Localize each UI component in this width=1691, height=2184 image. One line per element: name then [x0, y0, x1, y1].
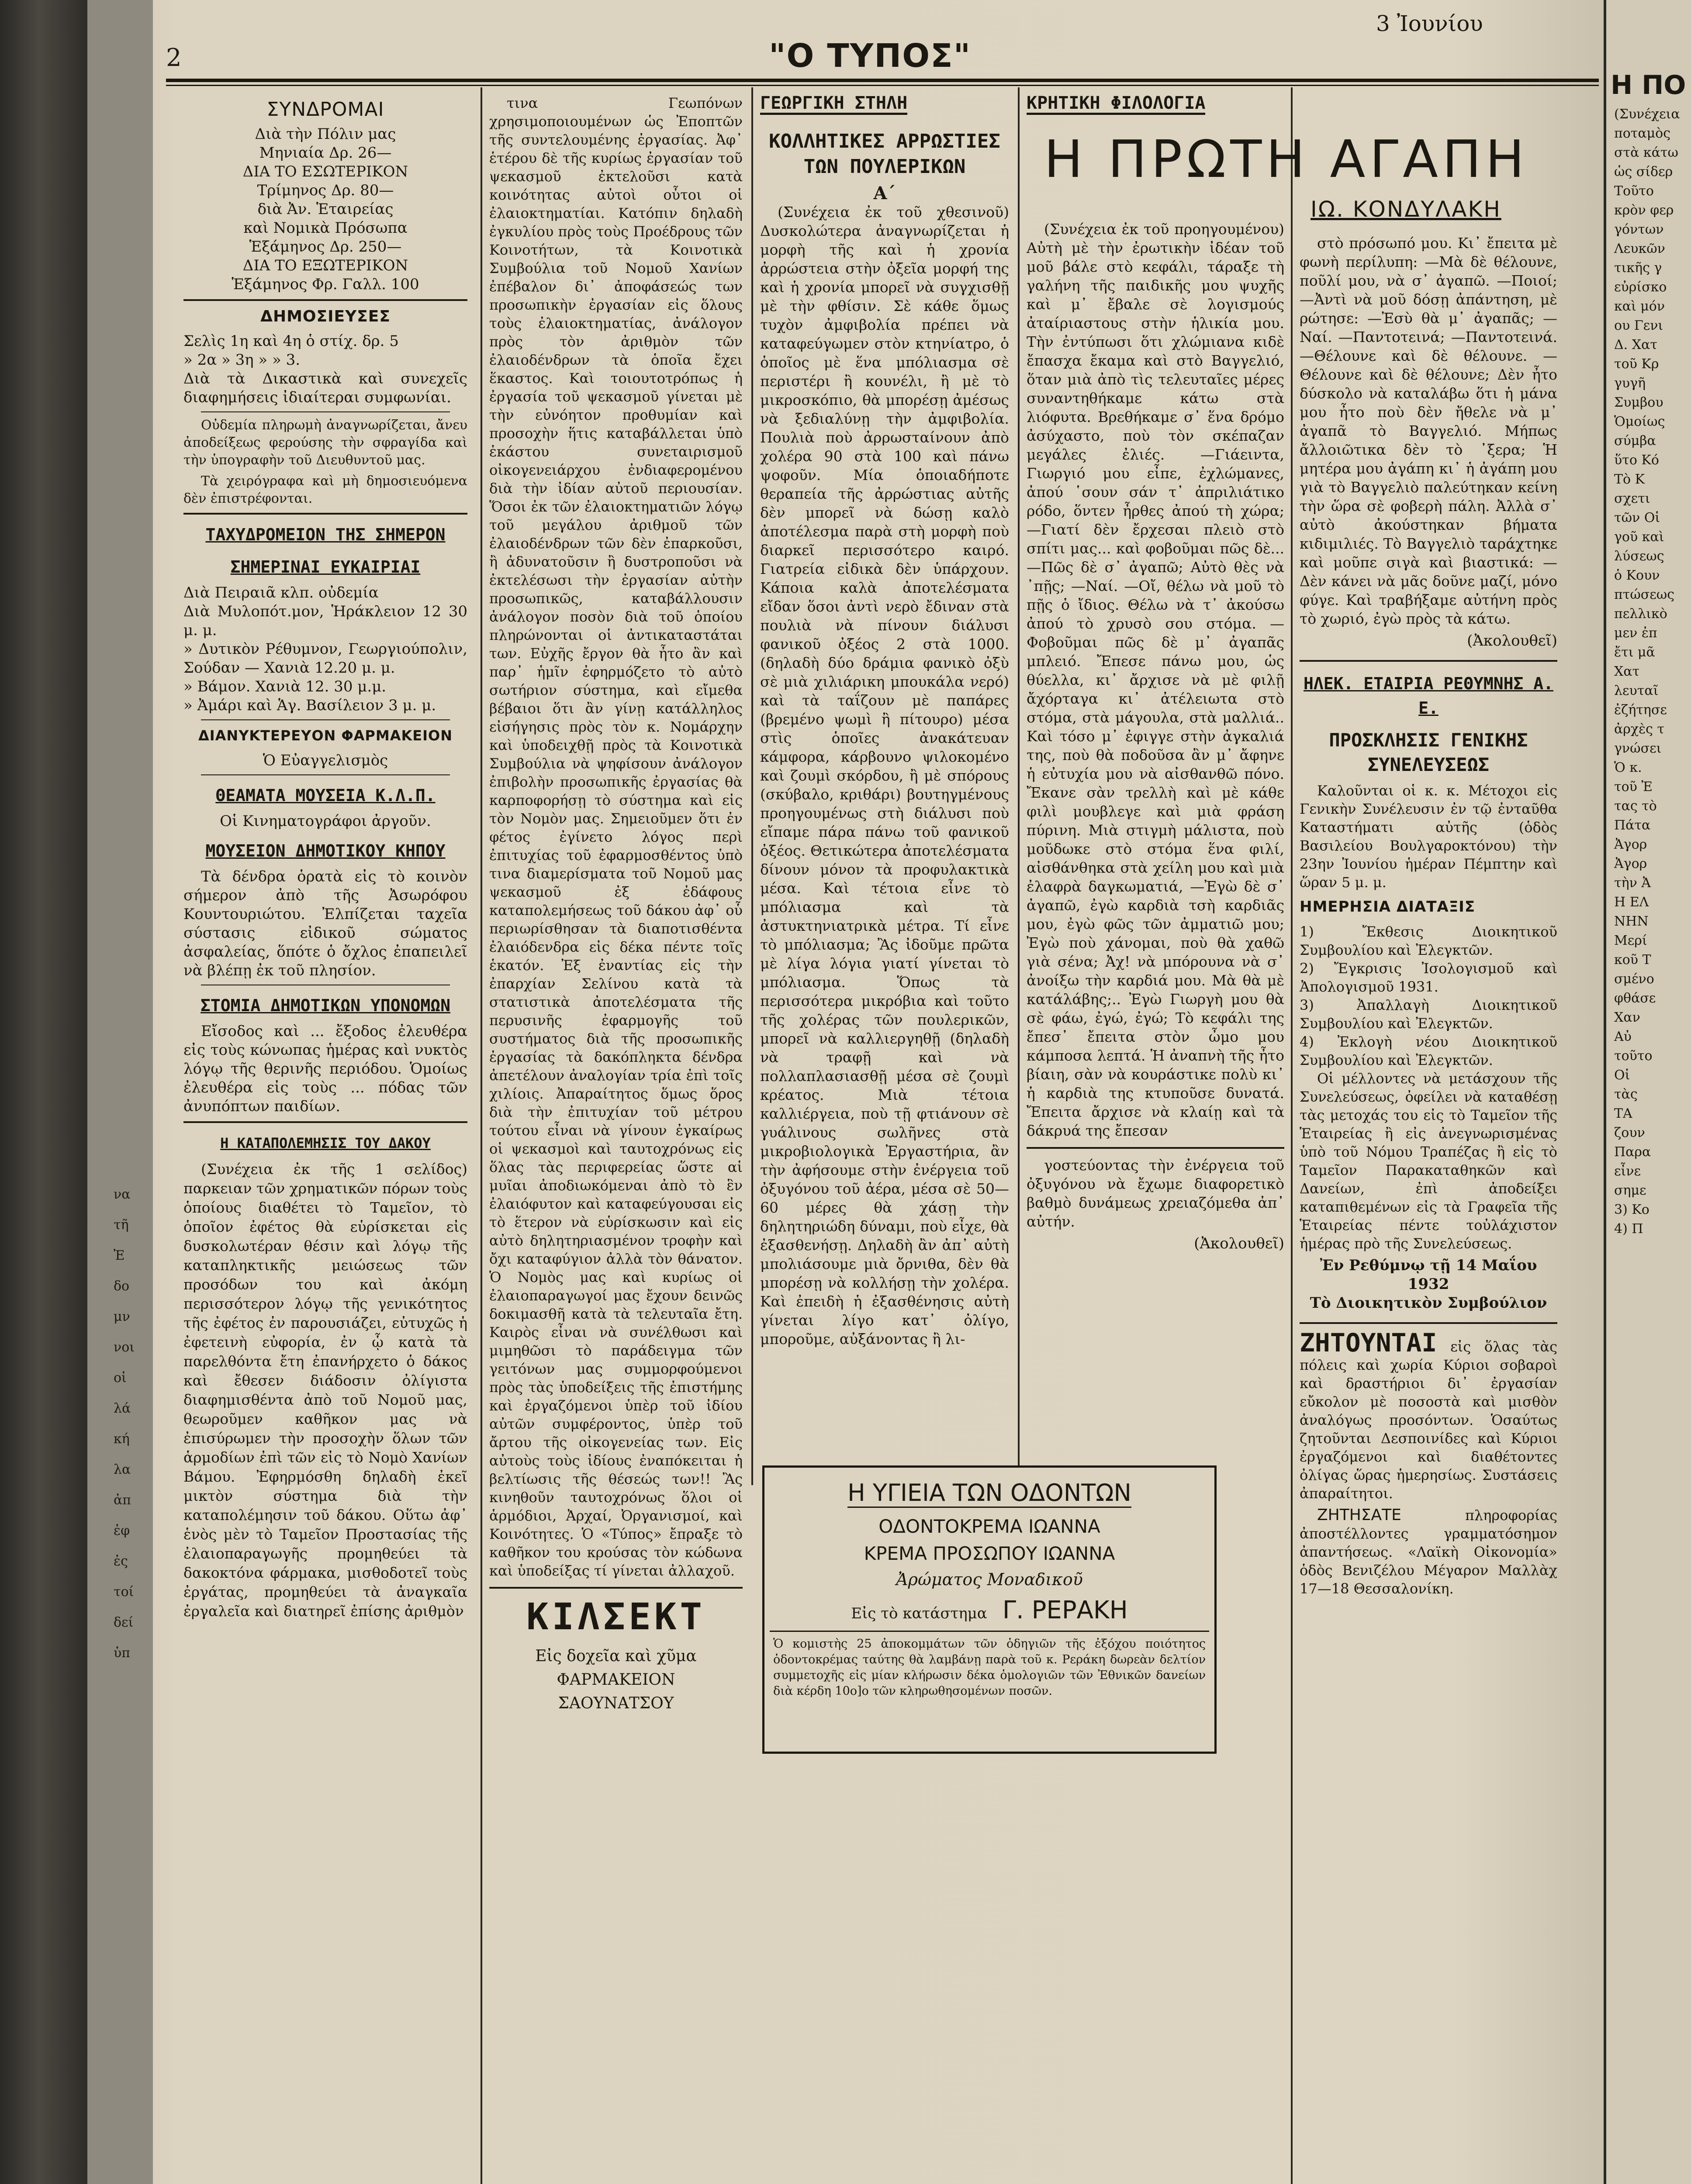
right-strip-line: γοῦ καὶ [1614, 529, 1664, 545]
right-strip-line: σχετι [1614, 491, 1650, 506]
kilsekt-ad-line: ΣΑΟΥΝΑΤΣΟΥ [558, 1694, 674, 1712]
right-strip-line: Ὁ κ. [1614, 760, 1642, 775]
left-strip-line: λα [114, 1462, 131, 1477]
right-strip-line: ΝΗΝ [1614, 914, 1649, 929]
right-strip-line: σύμβα [1614, 433, 1656, 449]
column-divider [481, 87, 482, 2184]
right-strip-line: λευταῖ [1614, 683, 1659, 698]
left-strip-line: δεί [114, 1615, 134, 1630]
toothpaste-ad-store-prefix: Εἰς τὸ κατάστημα [851, 1605, 987, 1622]
column-divider [751, 87, 753, 1485]
right-strip-line: Πάτα [1614, 818, 1651, 833]
story-author: ΙΩ. ΚΟΝΔΥΛΑΚΗ [1311, 197, 1501, 222]
toothpaste-ad-line2: ΚΡΕΜΑ ΠΡΟΣΩΠΟΥ ΙΩΑΝΝΑ [864, 1543, 1115, 1564]
post-office-subtitle: ΣΗΜΕΡΙΝΑΙ ΕΥΚΑΙΡΙΑΙ [230, 557, 421, 577]
story-headline: Η ΠΡΩΤΗ ΑΓΑΠΗ [1044, 129, 1529, 189]
right-strip-line: (Συνέχεια [1614, 107, 1680, 122]
column-4 [1027, 94, 1284, 1253]
right-strip-line: Η ΕΛ [1614, 895, 1649, 910]
right-strip-line: Οἱ [1614, 1068, 1630, 1083]
right-strip-line: τικῆς γ [1614, 260, 1662, 276]
poultry-article-title: ΚΟΛΛΗΤΙΚΕΣ ΑΡΡΩΣΤΙΕΣ ΤΩΝ ΠΟΥΛΕΡΙΚΩΝ [769, 130, 1000, 178]
left-strip-line: ἐφ [114, 1523, 130, 1538]
right-strip-line: Τὸ Κ [1614, 472, 1645, 487]
subscription-line: Ἑξάμηνος Φρ. Γαλλ. 100 [232, 276, 419, 293]
right-strip-line: πελλικὸ [1614, 606, 1667, 622]
right-strip-line: Τοῦτο [1614, 183, 1654, 199]
dacus-article-continued: τινα Γεωπόνων χρησιμοποιουμένων ὡς Ἐποπτῶν τῆς συντελουμένης ἐργασίας. Ἀφ᾽ ἑτέρου δὲ τῆς κυρίως ἐργασίαν τοῦ ψεκασμοῦ ἐκτελοῦσι κατὰ κοινότητας αὐτοὶ οὗτοι οἱ ἐλαιοκτηματίαι. Κατόπιν δηλαδὴ ἐγκυλίου πρὸς τοὺς Προέδρους τῶν Κοινοτήτων, τὰ Κοινοτικὰ Συμβούλια τοῦ Νομοῦ Χανίων ἐπέβαλον δι᾽ ἀποφάσεώς των προσωπικὴν ἐργασίαν εἰς ὅλους τοὺς ἐλαιοκτηματίας, ἀνάλογον πρὸς τὸν ἀριθμὸν τῶν ἐλαιοδένδρων τὰ ὁποῖα ἔχει ἕκαστος. Καὶ τοιουτοτρόπως ἡ ἐργασία τοῦ ψεκασμοῦ γίνεται μὲ τὴν εὐνόητον προθυμίαν καὶ προσοχὴν ἥτις καταβάλλεται ὑπὸ ἑκάστου συνεταιρισμοῦ οἰκογενειάρχου ἐνδιαφερομένου διὰ τὴν ἰδίαν αὐτοῦ περιουσίαν. Ὅσοι ἐκ τῶν ἐλαιοκτηματιῶν λόγῳ τοῦ μεγάλου ἀριθμοῦ τῶν ἐλαιοδένδρων τῶν δὲν ἐπαρκοῦσι, ἢ ἀδυνατοῦσιν ἢ δυστροποῦσι νὰ ἐκτελέσωσι τὴν ἐργασίαν αὐτὴν προσωπικῶς, καταβάλλουσιν ἀνάλογον ποσὸν διὰ τοῦ ὁποίου πληρώνονται οἱ ἀντικαταστάται των. Εὐχῆς ἔργον θὰ ἦτο ἂν καὶ παρ᾽ ἡμῖν ἐφηρμόζετο τὸ αὐτὸ σωτήριον σύστημα, καὶ εἴμεθα βέβαιοι ὅτι ἂν γίνῃ κατάλληλος εἰσήγησις πρὸς τὸν κ. Νομάρχην καὶ ὑποδειχθῇ πρὸς τὰ Κοινοτικὰ Συμβούλια νὰ ψηφίσουν ἀνάλογον ἐπιβολὴν προσωπικῆς ἐργασίας θὰ καρποφορήσῃ τὸ σύστημα καὶ εἰς τὸν Νομὸν μας. Σημειοῦμεν ὅτι ἐν φέτος ἐγίνετο λόγος περὶ ἐπιτυχίας τοῦ ἐφαρμοσθέντος ὑπὸ τινα διαμερίσματα τοῦ Νομοῦ μας ψεκασμοῦ ἐξ ἐδάφους καταπολεμήσεως τοῦ δάκου ἀφ᾽ οὗ περιωρίσθησαν τὰ διαποτισθέντα ἐλαιόδενδρα εἰς δέκα πέντε τοῖς ἑκατόν. Ἐξ ἐναντίας εἰς τὴν ἐπαρχίαν Σελίνου κατὰ τὰ στατιστικὰ ἀποτελέσματα τῆς περυσινῆς ἐφαρμογῆς τοῦ συστήματος διὰ τῆς προσωπικῆς ἐργασίας τὰ δακόπληκτα δένδρα ἀπετέλουν ἀναλογίαν τρία ἐπὶ τοῖς χιλίοις. Ἀπαραίτητος ὅμως ὅρος διὰ τὴν ἐπιτυχίαν τοῦ μέτρου τούτου εἶναι νὰ γίνουν ἐγκαίρως οἱ ψεκασμοὶ καὶ ταυτοχρόνως εἰς ὅλας τὰς περιφερείας ὥστε αἱ μυῖαι ἀποδιωκόμεναι ἀπὸ τὸ ἓν ἐλαιόφυτον καὶ καταφεύγουσαι εἰς τὸ ἕτερον νὰ εὑρίσκωσιν καὶ εἰς αὐτὸ δηλητηριασμένον τροφὴν καὶ ὄχι καταφύγιον ἀλλὰ τὸν θάνατον. Ὁ Νομὸς μας καὶ κυρίως οἱ ἐλαιοπαραγωγοί μας ἔχουν δεινῶς δοκιμασθῆ κατὰ τὰ τελευταῖα ἔτη. Καιρὸς εἶναι νὰ συνέλθωσι καὶ μιμηθῶσι τὸ παράδειγμα τῶν γειτόνων μας συμμορφούμενοι πρὸς τὰς ὑποδείξεις τῆς ἐπιστήμης καὶ ἐργαζόμενοι ὑπὲρ τοῦ ἰδίου αὐτῶν συμφέροντος, ὑπὲρ τοῦ ἄρτου τῆς οἰκογενείας των. Εἰς αὐτοὺς τοὺς ἰδίους ἐναπόκειται ἡ βελτίωσις τῆς θέσεώς των!! Ἂς κινηθοῦν ταυτοχρόνως ὅλοι οἱ ἁρμόδιοι, Ἀρχαί, Ὀργανισμοί, καὶ Κοινότητες. Ὁ «Τύπος» ἔπραξε τὸ καθῆκον του κρούσας τὸν κώδωνα καὶ ὑποδείξας τί γίνεται ἀλλαχοῦ. [489, 95, 743, 1579]
toothpaste-ad-line1: ΟΔΟΝΤΟΚΡΕΜΑ ΙΩΑΝΝΑ [878, 1516, 1100, 1537]
garden-title: ΜΟΥΣΕΙΟΝ ΔΗΜΟΤΙΚΟΥ ΚΗΠΟΥ [205, 841, 446, 860]
story-text: (Συνέχεια ἐκ τοῦ προηγουμένου) Αὐτὴ μὲ τὴν ἐρωτικὴν ἰδέαν τοῦ μοῦ βάλε στὸ κεφάλι, τάραξε τὴ γαλήνη τῆς παιδικῆς μου ψυχῆς καὶ μ᾽ ἔβαλε σὲ λογισμούς ἀταίριαστους στὴν ἡλικία μου. Τὴν ἐντύπωσι ὅτι χλώμιανα κιδὲ ἔπασχα ἔκαμα καὶ στὸ Βαγγελιό, ὅταν μιὰ ἀπὸ τὶς τελευταῖες μέρες συναντηθήκαμε κάτω στὰ λιόφυτα. Βρεθήκαμε σ᾽ ἕνα δρόμο ἀσύχαστο, ποὺ τὸν σκέπαζαν μεγάλες ἐλιές. —Γιάειντα, Γιωργιό μου εἶπε, ἐχλώμανες, ἀπού ῾σουν σάν τ᾽ ἀπριλιάτικο ρόδο, ὅντεν ἦρθες ἀπού τὴ χώρα; —Γιατί δὲν ἔρχεσαι πλειὸ στὸ σπίτι μας... καὶ φοβοῦμαι πῶς δὲ... —Πῶς δὲ σ᾽ ἀγαπῶ; Αὐτὸ θὲς νὰ ᾽πῇς; —Ναί. —Οἴ, θέλω νὰ μοῦ τὸ πῇς ὁ ἴδιος. Θέλω νὰ τ᾽ ἀκούσω ἀπού τὸ χρυσὸ σου στόμα. —Φοβοῦμαι πῶς δὲ μ᾽ ἀγαπᾶς μπλειό. Ἔπεσε πάνω μου, ὡς θύελλα, κι᾽ ἄρχισε νὰ μὲ φιλῇ ἄχόρταγα κι᾽ ἀτέλειωτα στὸ στόμα, στὰ μάγουλα, στὰ μαλλιά.. Καὶ τόσο μ᾽ ἐφιγγε στὴν ἀγκαλιά της, ποὺ θὰ ποδοῦσα ἂν μ᾽ ἄφηνε ἡ εὐτυχία μου νὰ αἰσθανθῶ πόνο. Ἔκανε σὰν τρελλὴ καὶ μὲ κάθε φιλὶ μουβλεγε καὶ μιὰ φράση πύρινη. Μιὰ στιγμὴ μάλιστα, ποὺ μοῦδωκε στὸ στόμα ἕνα φιλί, αἰσθάνθηκα στὰ χείλη μου καὶ μιὰ ἐλαφρὰ δαγκωματιά, —Ἐγὼ δὲ σ᾽ ἀγαπῶ, ἐγὼ καρδιὰ τσὴ καρδιᾶς μου, ἐγὼ φῶς τῶν ἀμματιῶ μου; Ἐγὼ ποὺ χάνομαι, ποὺ θὰ χαθῶ γιὰ σένα; Ἀχ! νὰ μπόρουνα νὰ σ᾽ ἀνοίξω τὴν καρδιά μου. Μὰ θὰ μὲ κατάλάβης;.. Ἐγὼ Γιωργὴ μου θὰ σὲ φάω, ἐγώ, ἐγώ; Τὸ κεφάλι της ἔπεσ᾽ ἔπειτα στὸν ὦμο μου κάμποσα λεπτά. Ἡ ἀναπνὴ τῆς ἦτο βίαιη, σὰν νὰ κουράστικε πολὺ κι᾽ ἡ καρδιὰ της κτυποῦσε δυνατά. Ἔπειτα ἄρχισε νὰ κλαίῃ καὶ τὰ δάκρυά της ἔπεσαν [1027, 221, 1284, 1139]
right-strip-line: Ἀγορ [1614, 856, 1647, 871]
assembly-signoff: Ἐν Ρεθύμνῳ τῇ 14 Μαΐου 1932 [1320, 1257, 1537, 1293]
manuscripts-notice: Τὰ χειρόγραφα καὶ μὴ δημοσιευόμενα δὲν ἐπιστρέφονται. [183, 473, 467, 506]
right-strip-line: Μερί [1614, 933, 1647, 948]
subscription-line: ΔΙΑ ΤΟ ΕΣΩΤΕΡΙΚΟΝ [242, 163, 408, 180]
right-strip-line: τῶν Οἱ [1614, 510, 1660, 525]
left-strip-line: Ἐ [114, 1248, 125, 1263]
ask-text: πληροφορίας ἀποστέλλοντες γραμματόσημον ἀπαντήσεως. «Λαϊκὴ Οἰκονομία» ὁδὸς Βενιζέλου Μέγαρον Μαλλὰχ 17—18 Θεσσαλονίκη. [1300, 1507, 1557, 1597]
right-strip-line: γυγῆ [1614, 376, 1646, 391]
sewer-title: ΣΤΟΜΙΑ ΔΗΜΟΤΙΚΩΝ ΥΠΟΝΟΜΩΝ [201, 996, 450, 1015]
right-strip-line: Χατ [1614, 664, 1640, 679]
left-strip-line: τοί [114, 1584, 134, 1600]
right-strip-line: ἔτι μᾶ [1614, 645, 1655, 660]
left-strip-line: νοι [114, 1340, 135, 1355]
ads-title: ΔΗΜΟΣΙΕΥΣΕΣ [260, 308, 391, 325]
poultry-continued-note: (Ἀκολουθεῖ) [1194, 1235, 1284, 1252]
right-strip-line: καὶ μόν [1614, 299, 1665, 314]
toothpaste-ad-fine-print: Ὁ κομιστὴς 25 ἀποκομμάτων τῶν ὁδηγιῶν τῆς ἐξόχου ποιότητος ὁδοντοκρέμας ταύτης θὰ λαμβάνῃ παρὰ τοῦ κ. Ρεράκη δωρεὰν δελτίον συμμετοχῆς εἰς μίαν κλήρωσιν δέκα ὁμολογιῶν τῶν Ἐθνικῶν δανείων διὰ κέρδη 10ο]ο τῶν κληρωθησομένων ποσῶν. [773, 1637, 1206, 1698]
right-strip-line: στὰ κάτω [1614, 145, 1678, 160]
assembly-notice-title: ΠΡΟΣΚΛΗΣΙΣ ΓΕΝΙΚΗΣ ΣΥΝΕΛΕΥΣΕΩΣ [1329, 729, 1528, 775]
column-divider [1291, 87, 1293, 2184]
right-strip-line: ζουν [1614, 1125, 1645, 1140]
adjacent-page-right [1604, 0, 1691, 2184]
right-strip-line: 4) Π [1614, 1221, 1643, 1237]
right-strip-line: Δ. Χατ [1614, 337, 1657, 352]
right-strip-line: ὁ Κουν [1614, 568, 1660, 583]
subscription-line: καὶ Νομικὰ Πρόσωπα [243, 219, 408, 237]
sewer-text: Εἴσοδος καὶ ... ἔξοδος ἐλευθέρα εἰς τοὺς κώνωπας ἡμέρας καὶ νυκτὸς λόγῳ τῆς θερινῆς περιόδου. Ὁμοίως ἐλευθέρα εἰς τοὺς ... πόδας τῶν ἀνυπόπτων παιδίων. [183, 1023, 467, 1115]
agenda-list [1300, 923, 1557, 1069]
ad-rate-line: Διὰ τὰ Δικαστικὰ καὶ συνεχεῖς διαφημήσεις ἰδιαίτεραι συμφωνίαι. [183, 370, 467, 406]
left-strip-line: ἐς [114, 1554, 128, 1569]
dacus-article-text: (Συνέχεια ἐκ τῆς 1 σελίδος) παρκειαν τῶν χρηματικῶν πόρων τοὺς ὁποίους διαθέτει τὸ Ταμεῖον, τὸ ὁποῖον ἐφέτος θὰ εὑρίσκεται εἰς δυσκολωτέραν θέσιν καὶ λόγῳ τῆς καταπληκτικῆς μειώσεως τῶν προσόδων του καὶ ἀκόμη περισσότερον λόγῳ τῆς γενικότητος τῆς ἐφέτος ἐν παρουσιάζει, εὐτυχῶς ἡ ἐφετεινὴ εὐφορία, ἐν ᾧ κατὰ τὰ παρελθόντα ἔτη ἐπανήρχετο ὁ δάκος καὶ ἔθεσεν διάδοσιν ὀλίγιστα διαφημισθέντα ἀπὸ τοῦ Νομοῦ μας, θεωροῦμεν καθῆκον μας νὰ ἐπισύρωμεν τὴν προσοχὴν ὅλων τῶν ἁρμοδίων ἐπὶ τῶν εἰς τὸ Νομὸ Χανίων Βάμου. Ἐφηρμόσθη δηλαδὴ ἐκεῖ μικτὸν σύστημα διὰ τὴν καταπολέμησιν τοῦ δάκου. Οὕτω ἀφ᾽ ἑνὸς μὲν τὸ Ταμεῖον Προστασίας τῆς ἐλαιοπαραγωγῆς προμηθεύει τὰ δακοκτόνα φάρμακα, μισθοδοτεῖ τοὺς ἐργάτας, προμηθεύει τὰ ἀναγκαῖα ἐργαλεῖα καὶ διατηρεῖ ἐπίσης ἀριθμὸν [183, 1161, 467, 1620]
poultry-article-text: (Συνέχεια ἐκ τοῦ χθεσινοῦ) Δυσκολώτερα ἀναγνωρίζεται ἡ μορφὴ τῆς καὶ ἡ χρονία ἀρρώστεια στὴν ὀξεῖα μορφή της καὶ ἡ χρονία μπορεῖ νὰ συγχισθῇ μὲ τὴν φθίσιν. Σὲ κάθε ὅμως τυχὸν ἀμφιβολία πρέπει νὰ καταφεύγωμεν στὸν κτηνίατρο, ὁ ὁποῖος μὲ ἕνα μπόλιασμα σὲ περιστέρι ἢ κουνέλι, ἢ μὲ τὸ μικροσκόπιο, θὰ μπορέσῃ ἀμέσως νὰ ξεδιαλύνῃ τὴν ἀμφιβολία. Πουλιὰ ποὺ ἀρρωσταίνουν ἀπὸ χολέρα 90 στὰ 100 καὶ πάνω ψοφοῦν. Μία ὁποιαδήποτε θεραπεία τῆς ἀρρώστιας αὐτῆς δὲν μπορεῖ νὰ δώσῃ καλὸ ἀποτέλεσμα παρὰ στὴ μορφὴ ποὺ διαρκεῖ περισσότερο καιρό. Γιατρεία εἰδικὰ δὲν ὑπάρχουν. Κάποια καλὰ ἀποτελέσματα εἴδαν ὅσοι ἀντὶ νερὸ ἔδιναν στὰ πουλιὰ νὰ πίνουν διάλυσι φανικοῦ ὀξέος 2 στὰ 1000. (δηλαδὴ δύο δράμια φανικὸ ὀξὺ σὲ μιὰ χιλιάρικη μπουκάλα νερό) καὶ τὰ ταΐζουν μὲ παπάρες (βρεμένο ψωμὶ ἢ πίτουρο) μέσα στὶς ὁποῖες ἀνακάτευαν κάμφορα, κάρβουνο ψιλοκομένο καὶ ζουμὶ σκόρδου, ἢ μὲ σπόρους (σκύβαλο, κριθάρι) βουτηγμένους προηγουμένως στὴ διάλυσι ποὺ εἴπαμε πάρα πάνω τοῦ φανικοῦ ὀξέος. Θετικώτερα ἀποτελέσματα δίνουν μόνον τὰ προφυλακτικὰ μέσα. Καὶ τέτοια εἶνε τὸ μπόλιασμα καὶ τὰ ἀστυκτηνιατρικὰ μέτρα. Τί εἶνε τὸ μπόλιασμα; Ἂς ἰδοῦμε πρῶτα μὲ λίγα λόγια γιατί γίνεται τὸ μπόλιασμα. Ὅπως τὰ περισσότερα μικρόβια καὶ τοῦτο τῆς χολέρας τῶν πουλερικῶν, μπορεῖ νὰ καλλιεργηθῇ (δηλαδὴ νὰ τραφῇ καὶ νὰ πολλαπλασιασθῇ μέσα σὲ ζουμὶ κρέατος. Μιὰ τέτοια καλλιέργεια, ποὺ τῇ φτιάνουν σὲ γυάλινους σωλῆνες στὰ μικροβιολογικὰ Ἐργαστήρια, ἂν τὴν ἀφήσουμε στὴν ἐνέργεια τοῦ ὀξυγόνου τοῦ ἀέρα, μέσα σὲ 50—60 μέρες θὰ χάσῃ τὴν δηλητηριώδη δύναμι, ποὺ εἶχε, θὰ ἐξασθενήσῃ. Δηλαδὴ ἂν ἀπ᾽ αὐτὴ μπολιάσουμε μιὰ ὄρνιθα, δὲν θὰ μπορέσῃ νὰ κολλήσῃ τὴν χολέρα. Καὶ ἐπειδὴ ἡ ἐξασθένησις αὐτὴ γίνεται λίγο κατ᾽ ὀλίγο, μποροῦμε, αὐξάνοντας ἢ λι- [760, 204, 1009, 1348]
toothpaste-ad-store-name: Γ. ΡΕΡΑΚΗ [1002, 1596, 1128, 1624]
book-binding [0, 0, 87, 2184]
subscription-line: Μηνιαία Δρ. 26— [259, 144, 392, 162]
assembly-notice-text: Καλοῦνται οἱ κ. κ. Μέτοχοι εἰς Γενικὴν Συνέλευσιν ἐν τῷ ἐνταῦθα Καταστήματι αὐτῆς (ὁδὸς Βασιλείου Βουλγαροκτόνου) τὴν 23ην Ἰουνίου ἡμέραν Πέμπτην καὶ ὥραν 5 μ. μ. [1300, 782, 1557, 891]
right-strip-line: Αὐ [1614, 1029, 1632, 1044]
agenda-item: 4) Ἐκλογὴ νέου Διοικητικοῦ Συμβουλίου καὶ Ἐλεγκτῶν. [1300, 1033, 1557, 1068]
kilsekt-ad-line: ΦΑΡΜΑΚΕΙΟΝ [557, 1671, 675, 1689]
story-text-continued: στὸ πρόσωπό μου. Κι᾽ ἔπειτα μὲ φωνὴ περίλυπη: —Μὰ δὲ θέλουνε, ποῦλί μου, νὰ σ᾽ ἀγαπῶ. —Ποιοί; —Ἀντὶ νὰ μοῦ δόσῃ ἀπάντηση, μὲ ρώτησε: —Ἐσὺ θὰ μ᾽ ἀγαπᾶς; —Ναί. —Παντοτεινά; —Παντοτεινά. —Θέλουνε καὶ δὲ θέλουνε. —Θέλουνε καὶ δὲ θέλουνε; Δὲν ἦτο δύσκολο νὰ καταλάβω ὅτι ἡ μάνα μου ἦτο ποὺ δὲν ἤθελε νὰ μ᾽ ἀγαπᾶ τὸ Βαγγελιό. Μήπως ἄλλοιῶτικα δὲν τὸ ᾽ξερα; Ἡ μητέρα μου ἀγάπη κι᾽ ἡ ἀγάπη μου γιὰ τὸ Βαγγελιὸ παλεύτηκαν κείνη τὴν ὥρα σὲ φοβερὴ πάλη. Ἀλλὰ σ᾽ αὐτὸ ἀκούστηκαν βήματα κιδιμιλιές. Τὸ Βαγγελιὸ ταράχτηκε καὶ μοῦπε σιγὰ καὶ βιαστικά: —Δὲν κάνει νὰ μᾶς δοῦνε μαζί, μόνο φύγε. Καὶ τραβήξαμε αὐτήνη πρὸς τὸ χωριό, ἐγὼ πρὸς τὰ κάτω. [1300, 235, 1557, 627]
header-rule [166, 79, 1599, 82]
subscription-line: Διὰ τὴν Πόλιν μας [255, 125, 396, 143]
post-office-title: ΤΑΧΥΔΡΟΜΕΙΟΝ ΤΗΣ ΣΗΜΕΡΟΝ [205, 525, 446, 544]
right-strip-line: τας τὸ [1614, 798, 1657, 814]
post-schedule-line: » Ἀμάρι καὶ Ἁγ. Βασίλειον 3 μ. μ. [183, 697, 436, 714]
subscriptions-list [183, 125, 467, 294]
subscription-line: Τρίμηνος Δρ. 80— [257, 182, 394, 199]
agenda-text: Οἱ μέλλοντες νὰ μετάσχουν τῆς Συνελεύσεως, ὀφείλει νὰ καταθέσῃ τὰς μετοχάς του εἰς τὸ Ταμεῖον τῆς Ἑταιρείας ἢ εἰς ἀνεγνωρισμένας ὑπὸ τοῦ Νόμου Τραπέζας ἢ εἰς τὸ Ταμεῖον Παρακαταθηκῶν καὶ Δανείων, ἐπὶ ἀποδείξει καταπιθεμένων εἰς τὰ Γραφεῖα τῆς Ἑταιρείας πέντε τοὐλάχιστον ἡμέρας πρὸ τῆς Συνελεύσεως. [1300, 1070, 1557, 1252]
wanted-title: ΖΗΤΟΥΝΤΑΙ [1300, 1328, 1437, 1358]
issue-date: 3 Ἰουνίου [1376, 11, 1483, 36]
wanted-text: εἰς ὅλας τὰς πόλεις καὶ χωρία Κύριοι σοβαροὶ καὶ δραστήριοι δι᾽ ἐργασίαν εὔκολον μὲ ποσοστὰ καὶ μισθὸν ἀναλόγως προσόντων. Ὁσαύτως ζητοῦνται Δεσποινίδες καὶ Κύριοι ἐργαζόμενοι καὶ διαθέτοντες ὀλίγας ὥρας ἡμερησίως. Συστάσεις ἀπαραίτητοι. [1300, 1338, 1558, 1502]
column-5 [1300, 234, 1557, 1601]
right-strip-line: ὕτο Κό [1614, 453, 1659, 468]
toothpaste-ad-title: Η ΥΓΙΕΙΑ ΤΩΝ ΟΔΟΝΤΩΝ [847, 1479, 1131, 1508]
kilsekt-ad-name: ΚΙΛΣΕΚΤ [526, 1595, 705, 1638]
left-strip-line: να [114, 1187, 131, 1202]
dacus-article-title: Η ΚΑΤΑΠΟΛΕΜΗΣΙΣ ΤΟΥ ΔΑΚΟΥ [220, 1135, 431, 1151]
masthead: "Ο ΤΥΠΟΣ" [769, 37, 972, 75]
right-strip-line: τοῦ Κρ [1614, 356, 1659, 372]
garden-text: Τὰ δένδρα ὁρατὰ εἰς τὸ κοινὸν σήμερον ἀπὸ τῆς Ἀσωρόφου Κουντουριώτου. Ἐλπίζεται ταχεῖα σύστασις εἰδικοῦ σώματος ἀσφαλείας, ὅπότε ὁ ὄχλος ἐπαπειλεῖ νὰ βλέπῃ ἐκ τοῦ πλησίον. [183, 868, 467, 979]
right-strip-line: μεν ἐπ [1614, 625, 1657, 641]
post-schedule-line: » Βάμον. Χανιὰ 12. 30 μ.μ. [183, 678, 387, 695]
right-strip-line: ἐζήτησε [1614, 702, 1667, 718]
ad-rate-line: Σελὶς 1η καὶ 4η ὁ στίχ. δρ. 5 [183, 332, 399, 350]
assembly-signoff-board: Τὸ Διοικητικὸν Συμβούλιον [1310, 1294, 1547, 1312]
right-strip-line: τὴν Ἀ [1614, 875, 1651, 891]
toothpaste-ad [762, 1465, 1217, 1754]
payment-notice: Οὐδεμία πληρωμὴ ἀναγνωρίζεται, ἄνευ ἀποδείξεως φερούσης τὴν σφραγίδα καὶ τὴν ὑπογραφὴν τοῦ Διευθυντοῦ μας. [183, 418, 467, 468]
right-strip-line: πτώσεως [1614, 587, 1675, 602]
shows-text: Οἱ Κινηματογράφοι ἀργοῦν. [220, 812, 431, 830]
electric-company-name: ΗΛΕΚ. ΕΤΑΙΡΙΑ ΡΕΘΥΜΝΗΣ Α. Ε. [1304, 674, 1553, 718]
left-strip-line: λά [114, 1401, 131, 1416]
right-strip-line: Λευκῶν [1614, 241, 1665, 256]
story-continued-note: (Ἀκολουθεῖ) [1467, 632, 1557, 650]
right-strip-line: ου Γενι [1614, 318, 1663, 333]
column-divider [1018, 87, 1020, 1485]
right-strip-line: ποταμὸς [1614, 126, 1670, 141]
ads-rates [183, 332, 467, 407]
ad-rate-line: » 2α » 3η » » 3. [183, 351, 301, 369]
poultry-article-tail: γοστεύοντας τὴν ἐνέργεια τοῦ ὀξυγόνου νὰ ἔχωμε διαφορετικὸ βαθμὸ δυνάμεως χρειαζόμεθα ἀπ᾽ αὐτήν. [1027, 1157, 1284, 1230]
header-rule-thin [166, 85, 1599, 86]
right-strip-line: 3) Κο [1614, 1202, 1650, 1217]
pharmacy-title: ΔΙΑΝΥΚΤΕΡΕΥΟΝ ΦΑΡΜΑΚΕΙΟΝ [198, 727, 453, 744]
right-strip-line: σημε [1614, 1183, 1646, 1198]
post-schedule-line: Διὰ Πειραιᾶ κλπ. οὐδεμία [183, 584, 379, 601]
right-strip-title: Η ΠΟ [1611, 70, 1686, 100]
left-strip-line: δο [114, 1279, 130, 1294]
right-strip-line: λύσεως [1614, 549, 1664, 564]
right-strip-line: εἶνε [1614, 1164, 1641, 1179]
kilsekt-ad [489, 1595, 743, 1715]
subscriptions-title: ΣΥΝΔΡΟΜΑΙ [266, 98, 384, 121]
page-number: 2 [166, 44, 182, 72]
right-strip-line: ὡς σίδερ [1614, 164, 1673, 180]
agenda-item: 2) Ἔγκρισις Ἰσολογισμοῦ καὶ Ἀπολογισμοῦ 1931. [1300, 960, 1557, 995]
post-schedule [183, 584, 467, 715]
left-strip-line: ἀπ [114, 1493, 131, 1508]
right-strip-line: τοῦ Ἐ [1614, 779, 1653, 795]
post-schedule-line: Διὰ Μυλοπότ.μον, Ἡράκλειον 12 30 μ. μ. [183, 603, 467, 639]
right-strip-line: εὐρίσκο [1614, 280, 1667, 295]
subscription-line: Ἑξάμηνος Δρ. 250— [249, 238, 402, 256]
right-strip-line: Χαν [1614, 1010, 1640, 1025]
right-strip-line: γόντων [1614, 222, 1664, 237]
right-strip-line: σμένο [1614, 971, 1654, 987]
left-strip-line: κή [114, 1431, 130, 1447]
right-strip-line: Ἀγορ [1614, 837, 1647, 852]
right-strip-line: Ὁμοίως [1614, 414, 1665, 429]
column-2 [489, 94, 743, 1715]
left-strip-line: μν [114, 1309, 130, 1324]
right-strip-line: γνώσει [1614, 741, 1662, 756]
column-1 [183, 94, 467, 1624]
shows-title: ΘΕΑΜΑΤΑ ΜΟΥΣΕΙΑ Κ.Λ.Π. [215, 786, 436, 805]
subscription-line: ΔΙΑ ΤΟ ΕΞΩΤΕΡΙΚΟΝ [242, 257, 408, 274]
agenda-item: 3) Ἀπαλλαγὴ Διοικητικοῦ Συμβουλίου καὶ Ἐλεγκτῶν. [1300, 997, 1557, 1032]
agenda-item: 1) Ἔκθεσις Διοικητικοῦ Συμβουλίου καὶ Ἐλεγκτῶν. [1300, 923, 1557, 958]
agenda-title: ΗΜΕΡΗΣΙΑ ΔΙΑΤΑΞΙΣ [1300, 898, 1476, 916]
right-strip-line: κοῦ Τ [1614, 952, 1651, 968]
right-strip-line: φθάσε [1614, 991, 1656, 1006]
ask-title: ΖΗΤΗΣΑΤΕ [1317, 1506, 1401, 1524]
right-strip-line: ἀρχὲς τ [1614, 722, 1665, 737]
toothpaste-ad-line3: Ἀρώματος Μοναδικοῦ [896, 1570, 1083, 1589]
agriculture-section-label: ΓΕΩΡΓΙΚΗ ΣΤΗΛΗ [760, 94, 907, 115]
left-strip-line: οἱ [114, 1370, 127, 1386]
right-strip-line: Παρα [1614, 1144, 1651, 1160]
right-strip-line: κρὸν φερ [1614, 203, 1674, 218]
right-strip-line: τοῦτο [1614, 1048, 1653, 1064]
pharmacy-name: Ὁ Εὐαγγελισμὸς [263, 752, 388, 769]
right-strip-line: τὰς [1614, 1087, 1638, 1102]
column-3 [760, 94, 1009, 1352]
right-strip-line: ΤΑ [1614, 1106, 1632, 1121]
poultry-article-part: Α΄ [873, 183, 896, 204]
adjacent-page-left [87, 0, 153, 2184]
post-schedule-line: » Δυτικὸν Ρέθυμνον, Γεωργιούπολιν, Σούδαν — Χανιὰ 12.20 μ. μ. [183, 640, 467, 677]
left-strip-line: τῆ [114, 1217, 129, 1233]
left-strip-line: ὑπ [114, 1645, 130, 1661]
literature-section-label: ΚΡΗΤΙΚΗ ΦΙΛΟΛΟΓΙΑ [1027, 94, 1205, 115]
subscription-line: διὰ Ἀν. Ἑταιρείας [257, 200, 394, 218]
right-strip-line: Συμβου [1614, 395, 1663, 410]
kilsekt-ad-line: Εἰς δοχεῖα καὶ χῦμα [535, 1647, 697, 1665]
